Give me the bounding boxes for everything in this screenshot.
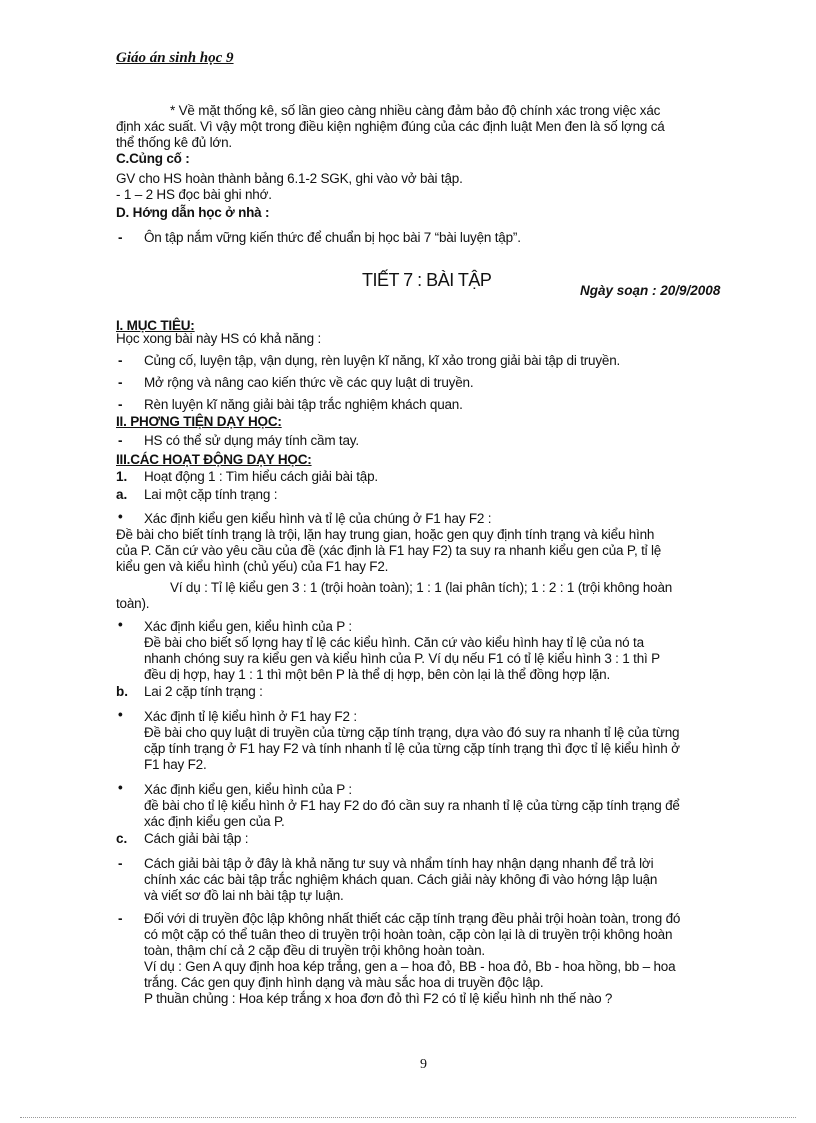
text-line: Cách giải bài tập ở đây là khả năng tư suy và nhẩm tính hay nhận dạng nhanh để trả lời (144, 856, 654, 871)
text-line: thể thống kê đủ lớn. (116, 135, 232, 150)
text-line: C.Củng cố : (116, 151, 190, 166)
text-line: Mở rộng và nâng cao kiến thức về các quy luật di truyền. (144, 375, 474, 390)
bottom-rule (20, 1117, 796, 1118)
text-line: - 1 – 2 HS đọc bài ghi nhớ. (116, 187, 272, 202)
text-line: D. Hớng dẫn học ở nhà : (116, 205, 270, 220)
text-line: Xác định tỉ lệ kiểu hình ở F1 hay F2 : (144, 709, 357, 724)
text-line: F1 hay F2. (144, 757, 207, 772)
text-line: có một cặp có thể tuân theo di truyền trội hoàn toàn, cặp còn lại là di truyền trội không hoàn (144, 927, 673, 942)
list-marker: a. (116, 487, 128, 502)
text-line: của P. Căn cứ vào yêu cầu của đề (xác định là F1 hay F2) ta suy ra nhanh kiểu gen của P, tỉ lệ (116, 543, 662, 558)
list-marker: - (118, 230, 123, 245)
text-line: * Về mặt thống kê, số lần gieo càng nhiều càng đảm bảo độ chính xác trong việc xác (170, 103, 661, 118)
text-line: GV cho HS hoàn thành bảng 6.1-2 SGK, ghi vào vở bài tập. (116, 171, 463, 186)
list-marker: - (118, 375, 123, 390)
text-line: Học xong bài này HS có khả năng : (116, 331, 322, 346)
text-line: định xác suất. Vì vậy một trong điều kiện nghiệm đúng của các định luật Men đen là số lợng cá (116, 119, 665, 134)
list-marker: - (118, 911, 123, 926)
text-line: Đối với di truyền độc lập không nhất thiết các cặp tính trạng đều phải trội hoàn toàn, trong đó (144, 911, 681, 926)
text-line: cặp tính trạng ở F1 hay F2 và tính nhanh tỉ lệ của từng cặp tính trạng thì đợc tỉ lệ kiểu hình ở (144, 741, 680, 756)
text-line: HS có thể sử dụng máy tính cầm tay. (144, 433, 359, 448)
lesson-date: Ngày soạn : 20/9/2008 (580, 283, 721, 298)
list-marker: • (118, 509, 123, 524)
page-number: 9 (420, 1057, 427, 1072)
list-marker: b. (116, 684, 128, 699)
list-marker: • (118, 707, 123, 722)
text-line: Rèn luyện kĩ năng giải bài tập trắc nghiệm khách quan. (144, 397, 463, 412)
text-line: Hoạt động 1 : Tìm hiểu cách giải bài tập. (144, 469, 378, 484)
text-line: trắng. Các gen quy định hình dạng và màu sắc hoa di truyền độc lập. (144, 975, 544, 990)
text-line: Cách giải bài tập : (144, 831, 249, 846)
text-line: Ôn tập nắm vững kiến thức để chuẩn bị học bài 7 “bài luyện tập”. (144, 230, 521, 245)
text-line: đề bài cho tỉ lệ kiểu hình ở F1 hay F2 do đó cần suy ra nhanh tỉ lệ của từng cặp tính trạng để (144, 798, 680, 813)
text-line: Lai một cặp tính trạng : (144, 487, 278, 502)
text-line: toàn). (116, 596, 150, 611)
text-line: Củng cố, luyện tập, vận dụng, rèn luyện kĩ năng, kĩ xảo trong giải bài tập di truyền. (144, 353, 621, 368)
text-line: Lai 2 cặp tính trạng : (144, 684, 263, 699)
text-line: Đề bài cho quy luật di truyền của từng cặp tính trạng, dựa vào đó suy ra nhanh tỉ lệ của từng (144, 725, 680, 740)
list-marker: 1. (116, 469, 128, 484)
list-marker: - (118, 353, 123, 368)
text-line: Đề bài cho biết số lợng hay tỉ lệ các kiểu hình. Căn cứ vào kiểu hình hay tỉ lệ của nó ta (144, 635, 644, 650)
text-line: Xác định kiểu gen, kiểu hình của P : (144, 619, 352, 634)
list-marker: - (118, 433, 123, 448)
text-line: III.CÁC HOẠT ĐỘNG DẠY HỌC: (116, 452, 312, 467)
text-line: II. PHƠNG TIỆN DẠY HỌC: (116, 414, 282, 429)
text-line: Ví dụ : Tỉ lệ kiểu gen 3 : 1 (trội hoàn toàn); 1 : 1 (lai phân tích); 1 : 2 : 1 (trội không hoàn (170, 580, 673, 595)
text-line: P thuần chủng : Hoa kép trắng x hoa đơn đỏ thì F2 có tỉ lệ kiểu hình nh thế nào ? (144, 991, 613, 1006)
text-line: Xác định kiểu gen kiểu hình và tỉ lệ của chúng ở F1 hay F2 : (144, 511, 492, 526)
text-line: nhanh chóng suy ra kiểu gen và kiểu hình của P. Ví dụ nếu F1 có tỉ lệ kiểu hình 3 : 1 thì P (144, 651, 660, 666)
list-marker: - (118, 397, 123, 412)
list-marker: • (118, 780, 123, 795)
page-header: Giáo án sinh học 9 (116, 50, 234, 66)
text-line: chính xác các bài tập trắc nghiệm khách quan. Cách giải này không đi vào hớng lập luận (144, 872, 658, 887)
list-marker: • (118, 617, 123, 632)
lesson-title: TIẾT 7 : BÀI TẬP (362, 270, 492, 290)
text-line: và viết sơ đồ lai nh bài tập tự luận. (144, 888, 344, 903)
text-line: Ví dụ : Gen A quy định hoa kép trắng, gen a – hoa đỏ, BB - hoa đỏ, Bb - hoa hồng, bb – hoa (144, 959, 676, 974)
text-line: I. MỤC TIÊU: (116, 318, 195, 333)
text-line: đều dị hợp, hay 1 : 1 thì một bên P là thể dị hợp, bên còn lại là thể đồng hợp lặn. (144, 667, 611, 682)
text-line: toàn, thậm chí cả 2 cặp đều di truyền trội không hoàn toàn. (144, 943, 485, 958)
text-line: xác định kiểu gen của P. (144, 814, 285, 829)
text-line: Xác định kiểu gen, kiểu hình của P : (144, 782, 352, 797)
text-line: kiểu gen và kiểu hình (chủ yếu) của F1 hay F2. (116, 559, 389, 574)
list-marker: c. (116, 831, 128, 846)
list-marker: - (118, 856, 123, 871)
text-line: Đề bài cho biết tính trạng là trội, lặn hay trung gian, hoặc gen quy định tính trạng và kiểu hình (116, 527, 655, 542)
